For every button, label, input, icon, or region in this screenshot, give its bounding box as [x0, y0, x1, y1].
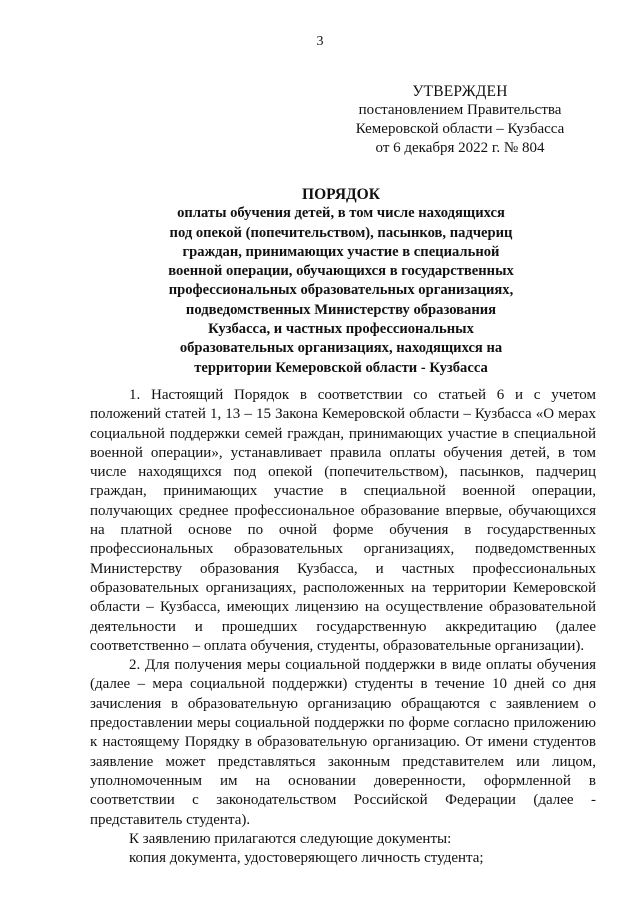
page-number: 3 — [316, 34, 324, 49]
approval-line-2: Кемеровской области – Кузбасса — [355, 121, 565, 137]
title-line: профессиональных образовательных организациях, — [168, 282, 514, 299]
approval-stamp-block — [342, 82, 578, 158]
title-line: под опекой (попечительством), пасынков, падчериц — [169, 224, 513, 241]
document-body — [90, 386, 596, 868]
approval-line-1: постановлением Правительства — [358, 102, 562, 118]
paragraph-attachment-item: копия документа, удостоверяющего личность студента; — [129, 850, 484, 867]
title-line: образовательных организациях, находящихся на — [179, 340, 503, 357]
title-line: территории Кемеровской области - Кузбасса — [194, 359, 488, 376]
approval-line-3: от 6 декабря 2022 г. № 804 — [375, 140, 545, 156]
paragraph-attachments-intro: К заявлению прилагаются следующие документы: — [129, 830, 452, 847]
title-line: военной операции, обучающихся в государственных — [168, 263, 514, 280]
title-line: оплаты обучения детей, в том числе находящихся — [177, 205, 505, 222]
title-line: граждан, принимающих участие в специальной — [182, 243, 500, 260]
title-line: подведомственных Министерству образования — [185, 301, 497, 318]
title-line: Кузбасса, и частных профессиональных — [208, 321, 474, 338]
document-title-block — [120, 185, 562, 378]
approved-heading: УТВЕРЖДЕН — [412, 83, 508, 100]
paragraph-1: 1. Настоящий Порядок в соответствии со статьей 6 и с учетом положений статей 1, 13 – 15 Закона Кемеровской области – Кузбасса «О мерах социальной поддержки семей граждан, принимающих участие в специальной военной операции», устанавливает правила оплаты обучения детей, в том числе находящихся под опекой (попечительством), пасынков, падчериц граждан, принимающих участие в специальной военной операции, получающих среднее профессиональное образование впервые, обучающихся на платной основе по очной форме обучения в государственных профессиональных образовательных организациях, подведомственных Министерству образования Кузбасса, и частных профессиональных образовательных организациях, расположенных на территории Кемеровской области – Кузбасса, имеющих лицензию на осуществление образовательной деятельности и прошедших государственную аккредитацию (далее соответственно – оплата обучения, студенты, образовательные организации). — [90, 387, 596, 654]
paragraph-2: 2. Для получения меры социальной поддержки в виде оплаты обучения (далее – мера социальной поддержки) студенты в течение 10 дней со дня зачисления в образовательную организацию обращаются с заявлением о предоставлении меры социальной поддержки по форме согласно приложению к настоящему Порядку в образовательную организацию. От имени студентов заявление может представляться законным представителем или лицом, уполномоченным им на основании доверенности, оформленной в соответствии с законодательством Российской Федерации (далее - представитель студента). — [90, 657, 596, 828]
document-title: ПОРЯДОК — [302, 186, 380, 203]
